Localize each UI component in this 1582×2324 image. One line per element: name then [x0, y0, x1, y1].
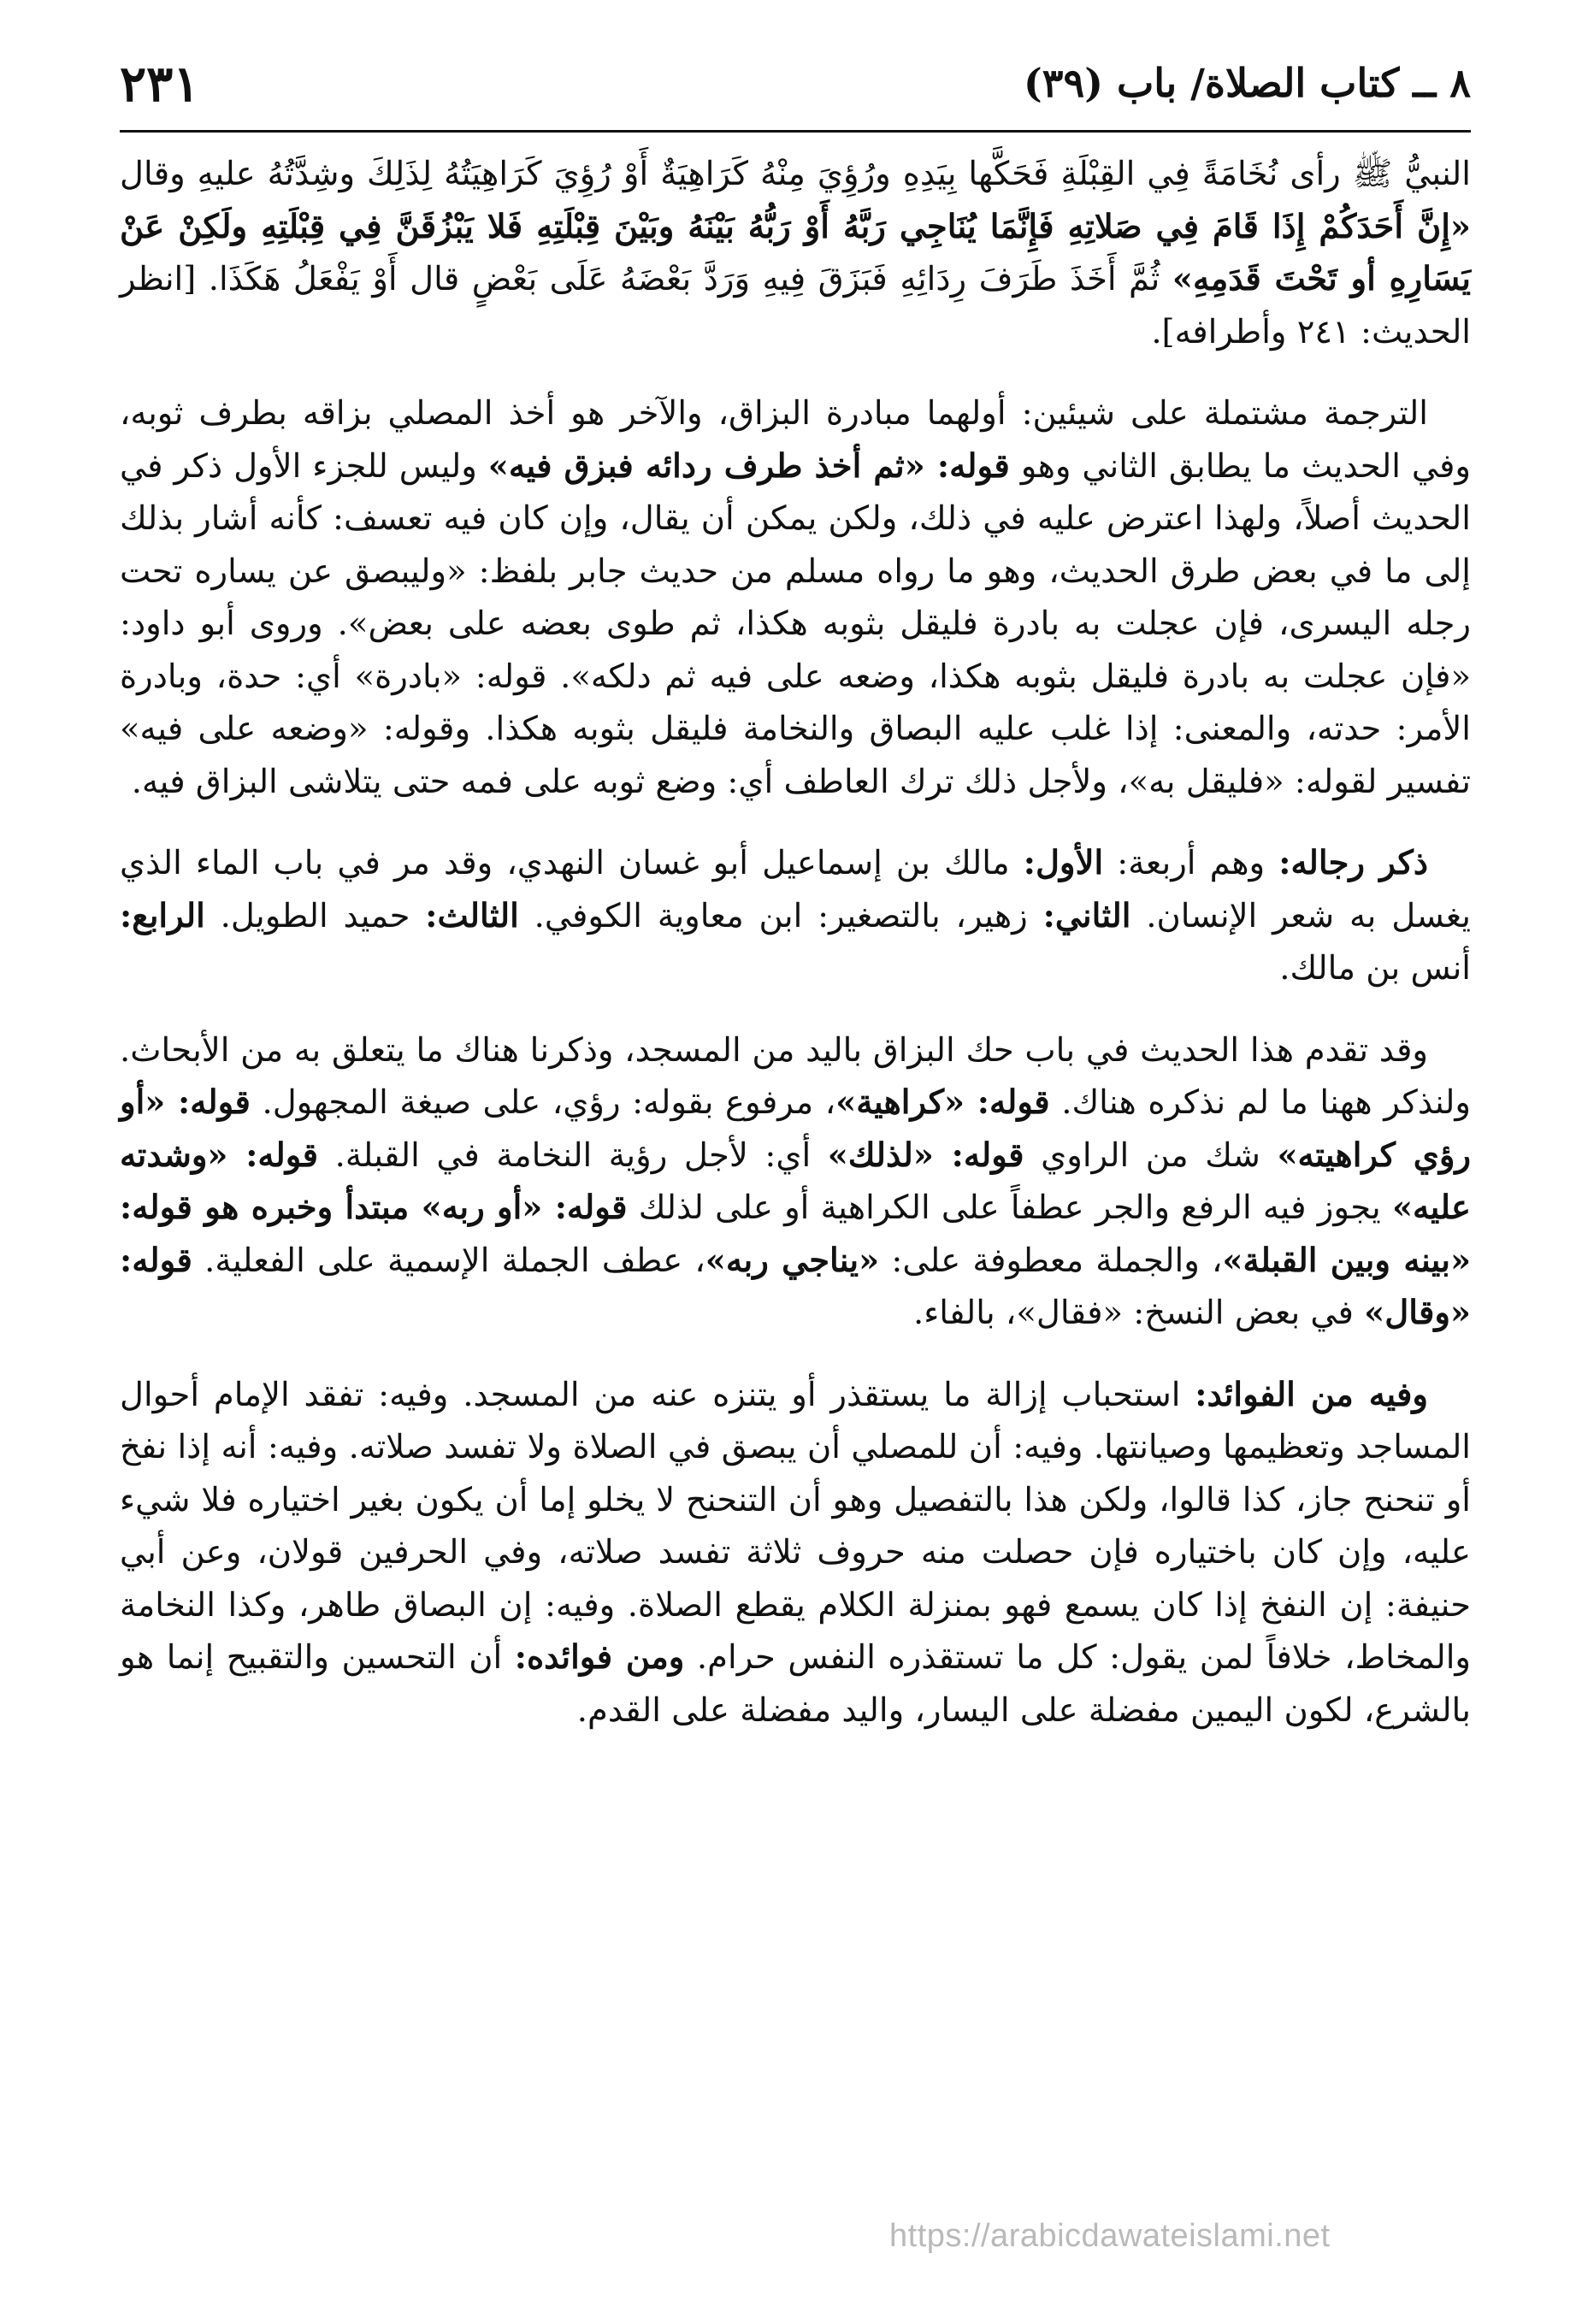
- bold-segment: قوله: «كراهية»: [835, 1083, 1050, 1122]
- text-segment: ، عطف الجملة الإسمية على الفعلية.: [192, 1241, 705, 1280]
- chapter-title: ٨ ــ كتاب الصلاة/ باب (٣٩): [1024, 60, 1471, 106]
- header-rule: [120, 130, 1471, 133]
- bold-segment: وفيه من الفوائد:: [1195, 1375, 1428, 1414]
- text-segment: وهم أربعة:: [1103, 844, 1279, 882]
- bold-segment: الثاني:: [1042, 896, 1131, 935]
- bold-segment: قوله: «أو رؤي كراهيته»: [120, 1083, 1472, 1175]
- bold-segment: ومن فوائده:: [514, 1638, 685, 1677]
- text-segment: وقد تقدم هذا الحديث في باب حك البزاق باليد من المسجد، وذكرنا هناك ما يتعلق به من الأبحاث. ولنذكر ههنا ما لم نذكره هناك.: [120, 1030, 1471, 1122]
- text-segment: أي: لأجل رؤية النخامة في القبلة.: [318, 1135, 828, 1175]
- bold-segment: قوله: «وشدته عليه»: [120, 1135, 1472, 1227]
- text-segment: حميد الطويل.: [204, 896, 426, 935]
- bold-segment: الرابع:: [120, 896, 205, 935]
- text-segment: ثُمَّ أَخَذَ طَرَفَ رِدَائِهِ فَبَزَقَ فِيهِ وَرَدَّ بَعْضَهُ عَلَى بَعْضٍ قال أَوْ يَفْعَلُ هَكَذَا. [انظر الحديث: ٢٤١ وأطرافه].: [120, 260, 1471, 351]
- bold-segment: «يناجي ربه»: [705, 1241, 880, 1280]
- paragraph-gap: [120, 1340, 1471, 1369]
- bold-segment: الثالث:: [425, 896, 519, 935]
- bold-segment: ذكر رجاله:: [1278, 844, 1429, 882]
- bold-segment: قوله: «أو ربه» مبتدأ وخبره هو قوله: «بينه وبين القبلة»: [120, 1189, 1472, 1280]
- text-segment: يجوز فيه الرفع والجر عطفاً على الكراهية أو على لذلك: [627, 1189, 1392, 1227]
- bold-segment: الأول:: [1023, 844, 1104, 882]
- running-header: [120, 55, 1471, 130]
- text-segment: في بعض النسخ: «فقال»، بالفاء.: [912, 1294, 1365, 1332]
- bold-segment: قوله: «ثم أخذ طرف ردائه فبزق فيه»: [487, 446, 1010, 486]
- text-segment: شك من الراوي: [1024, 1135, 1278, 1175]
- text-segment: الترجمة مشتملة على شيئين: أولهما مبادرة البزاق، والآخر هو أخذ المصلي بزاقه بطرف ثوبه، وفي الحديث ما يطابق الثاني وهو: [120, 394, 1471, 486]
- text-segment: أن التحسين والتقبيح إنما هو بالشرع، لكون اليمين مفضلة على اليسار، واليد مفضلة على القدم.: [120, 1638, 1471, 1730]
- text-segment: النبيُّ ﷺ رأى نُخَامَةً فِي القِبْلَةِ فَحَكَّها بِيَدِهِ ورُؤِيَ مِنْهُ كَرَاهِيَةٌ أَوْ رُؤِيَ كَرَاهِيَتُهُ لِذَلِكَ وشِدَّتُهُ عليهِ وقال: [120, 155, 1471, 193]
- linguistic-notes-section: [120, 1024, 1471, 1340]
- text-segment: مالك بن إسماعيل أبو غسان النهدي، وقد مر في باب الماء الذي يغسل به شعر الإنسان.: [120, 844, 1472, 935]
- hadith-text-paragraph: [120, 148, 1471, 358]
- paragraph-gap: [120, 358, 1471, 387]
- text-segment: زهير، بالتصغير: ابن معاوية الكوفي.: [518, 896, 1043, 935]
- text-segment: ، مرفوع بقوله: رؤي، على صيغة المجهول.: [250, 1083, 836, 1122]
- commentary-title-match: [120, 387, 1471, 808]
- bold-segment: قوله: «لذلك»: [827, 1135, 1024, 1175]
- text-segment: ، والجملة معطوفة على:: [879, 1241, 1223, 1280]
- benefits-section: [120, 1369, 1471, 1737]
- narrators-section: [120, 837, 1471, 995]
- paragraph-gap: [120, 995, 1471, 1024]
- book-page: [120, 55, 1472, 1737]
- text-segment: استحباب إزالة ما يستقذر أو يتنزه عنه من المسجد. وفيه: تفقد الإمام أحوال المساجد وتعظيمها وصيانتها. وفيه: أن للمصلي أن يبصق في الصلاة ولا تفسد صلاته. وفيه: أنه إذا نفخ أو تنحنح جاز، كذا قالوا، ولكن هذا بالتفصيل وهو أن التنحنح لا يخلو إما أن يكون بغير اختياره فلا شيء عليه، وإن كان باختياره فإن حصلت منه حروف ثلاثة تفسد صلاته، وفي الحرفين قولان، وعن أبي حنيفة: إن النفخ إذا كان يسمع فهو بمنزلة الكلام يقطع الصلاة. وفيه: إن البصاق طاهر، وكذا النخامة والمخاط، خلافاً لمن يقول: كل ما تستقذره النفس حرام.: [120, 1375, 1471, 1677]
- paragraph-gap: [120, 808, 1471, 837]
- text-segment: أنس بن مالك.: [1279, 949, 1471, 988]
- bold-segment: قوله: «وقال»: [120, 1241, 1471, 1332]
- site-watermark: https://arabicdawateislami.net: [889, 2218, 1331, 2254]
- bold-segment: «إِنَّ أَحَدَكُمْ إِذَا قَامَ فِي صَلاتِهِ فَإِنَّمَا يُنَاجِي رَبَّهُ أَوْ رَبُّهُ بَيْنَهُ وبَيْنَ قِبْلَتِهِ فَلا يَبْزُقَنَّ فِي قِبْلَتِهِ ولَكِنْ عَنْ يَسَارِهِ أو تَحْتَ قَدَمِهِ»: [120, 207, 1471, 298]
- text-segment: وليس للجزء الأول ذكر في الحديث أصلاً، ولهذا اعترض عليه في ذلك، ولكن يمكن أن يقال، وإن كان فيه تعسف: كأنه أشار بذلك إلى ما في بعض طرق الحديث، وهو ما رواه مسلم من حديث جابر بلفظ: «وليبصق عن يساره تحت رجله اليسرى، فإن عجلت به بادرة فليقل بثوبه هكذا، ثم طوى بعضه على بعض». وروى أبو داود: «فإن عجلت به بادرة فليقل بثوبه هكذا، وضعه على فيه ثم دلكه». قوله: «بادرة» أي: حدة، وبادرة الأمر: حدته، والمعنى: إذا غلب عليه البصاق والنخامة فليقل بثوبه هكذا. وقوله: «وضعه على فيه» تفسير لقوله: «فليقل به»، ولأجل ذلك ترك العاطف أي: وضع ثوبه على فمه حتى يتلاشى البزاق فيه.: [120, 446, 1471, 801]
- page-number: ٢٣١: [120, 55, 200, 113]
